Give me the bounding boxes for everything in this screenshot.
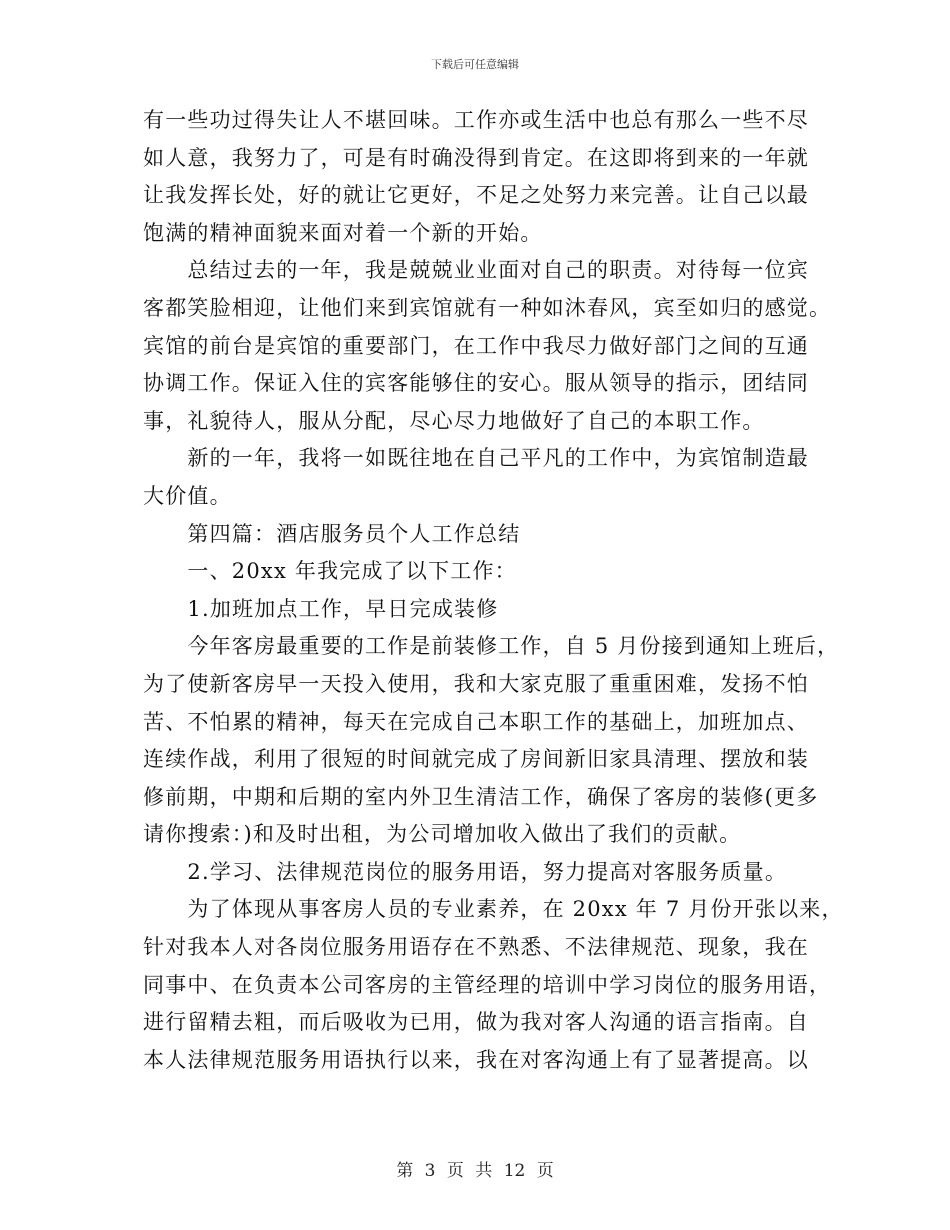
text-line: 总结过去的一年，我是兢兢业业面对自己的职责。对待每一位宾 — [143, 258, 809, 283]
text-line: 如人意，我努力了，可是有时确没得到肯定。在这即将到来的一年就 — [143, 145, 809, 170]
text-line: 修前期，中期和后期的室内外卫生清洁工作，确保了客房的装修(更多 — [143, 784, 819, 809]
text-line: 饱满的精神面貌来面对着一个新的开始。 — [143, 220, 543, 245]
subheading: 一、20xx 年我完成了以下工作： — [143, 559, 517, 584]
text-line: 宾馆的前台是宾馆的重要部门，在工作中我尽力做好部门之间的互通 — [143, 333, 809, 358]
page-header: 下载后可任意编辑 — [431, 58, 519, 71]
subheading: 1.加班加点工作，早日完成装修 — [143, 596, 499, 621]
document-body — [143, 102, 844, 1079]
text-line: 协调工作。保证入住的宾客能够住的安心。服从领导的指示，团结同 — [143, 371, 809, 396]
text-line: 为了体现从事客房人员的专业素养，在 20xx 年 7 月份开张以来， — [143, 897, 844, 922]
text-line: 今年客房最重要的工作是前装修工作，自 5 月份接到通知上班后， — [143, 634, 840, 659]
section-heading: 第四篇：酒店服务员个人工作总结 — [143, 521, 521, 546]
text-line: 请你搜索：)和及时出租，为公司增加收入做出了我们的贡献。 — [143, 822, 742, 847]
page-footer: 第 3 页 共 12 页 — [396, 1161, 554, 1181]
text-line: 同事中、在负责本公司客房的主管经理的培训中学习岗位的服务用语， — [143, 972, 832, 997]
text-line: 事，礼貌待人，服从分配，尽心尽力地做好了自己的本职工作。 — [143, 408, 765, 433]
text-line: 客都笑脸相迎，让他们来到宾馆就有一种如沐春风，宾至如归的感觉。 — [143, 295, 832, 320]
text-line: 大价值。 — [143, 483, 232, 508]
text-line: 苦、不怕累的精神，每天在完成自己本职工作的基础上，加班加点、 — [143, 709, 809, 734]
text-line: 本人法律规范服务用语执行以来，我在对客沟通上有了显著提高。以 — [143, 1047, 809, 1072]
text-line: 为了使新客房早一天投入使用，我和大家克服了重重困难，发扬不怕 — [143, 671, 809, 696]
text-line: 进行留精去粗，而后吸收为已用，做为我对客人沟通的语言指南。自 — [143, 1010, 809, 1035]
text-line: 连续作战，利用了很短的时间就完成了房间新旧家具清理、摆放和装 — [143, 747, 809, 772]
text-line: 新的一年，我将一如既往地在自己平凡的工作中，为宾馆制造最 — [143, 446, 809, 471]
text-line: 针对我本人对各岗位服务用语存在不熟悉、不法律规范、现象，我在 — [143, 935, 809, 960]
text-line: 有一些功过得失让人不堪回味。工作亦或生活中也总有那么一些不尽 — [143, 108, 809, 132]
text-line: 让我发挥长处，好的就让它更好，不足之处努力来完善。让自己以最 — [143, 183, 809, 208]
subheading: 2.学习、法律规范岗位的服务用语，努力提高对客服务质量。 — [143, 859, 788, 884]
